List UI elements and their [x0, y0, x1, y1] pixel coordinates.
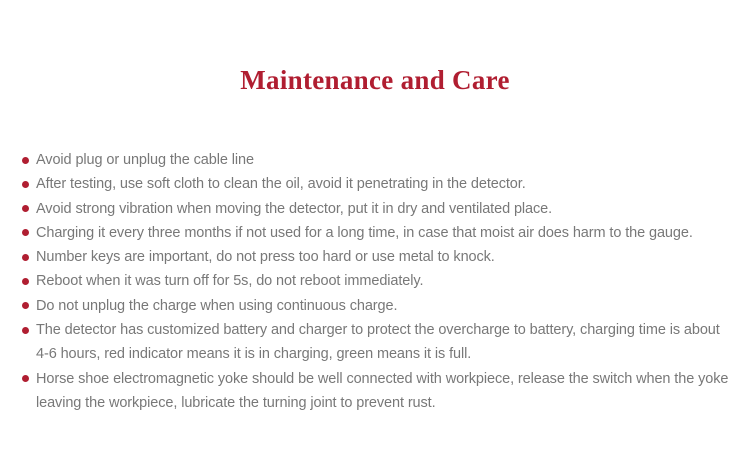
bullet-icon: [22, 375, 29, 382]
list-item: [22, 318, 730, 367]
list-item-text: The detector has customized battery and charger to protect the overcharge to battery, charging time is about 4-6 hours, red indicator means it is in charging, green means it is full.: [36, 322, 720, 363]
maintenance-bullet-list: [22, 148, 730, 415]
list-item-text: Horse shoe electromagnetic yoke should be well connected with workpiece, release the switch when the yoke leaving the workpiece, lubricate the turning joint to prevent rust.: [36, 370, 729, 411]
list-item: [22, 148, 730, 172]
bullet-icon: [22, 181, 29, 188]
bullet-icon: [22, 254, 29, 261]
list-item: [22, 269, 730, 293]
bullet-icon: [22, 205, 29, 212]
list-item: [22, 245, 730, 269]
page-title: Maintenance and Care: [240, 65, 510, 95]
bullet-icon: [22, 229, 29, 236]
list-item-text: Avoid strong vibration when moving the detector, put it in dry and ventilated place.: [36, 200, 553, 217]
bullet-icon: [22, 327, 29, 334]
list-item-text: Reboot when it was turn off for 5s, do not reboot immediately.: [36, 273, 424, 290]
bullet-icon: [22, 157, 29, 164]
list-item: [22, 197, 730, 221]
list-item-text: Charging it every three months if not used for a long time, in case that moist air does harm to the gauge.: [36, 224, 693, 241]
list-item-text: Do not unplug the charge when using continuous charge.: [36, 297, 398, 314]
list-item-text: Avoid plug or unplug the cable line: [36, 152, 254, 168]
list-item: [22, 294, 730, 318]
list-item-text: Number keys are important, do not press too hard or use metal to knock.: [36, 249, 495, 266]
list-item: [22, 367, 730, 416]
bullet-icon: [22, 278, 29, 285]
list-item: [22, 172, 730, 196]
list-item-text: After testing, use soft cloth to clean the oil, avoid it penetrating in the detector.: [36, 176, 526, 193]
list-item: [22, 221, 730, 245]
bullet-icon: [22, 302, 29, 309]
